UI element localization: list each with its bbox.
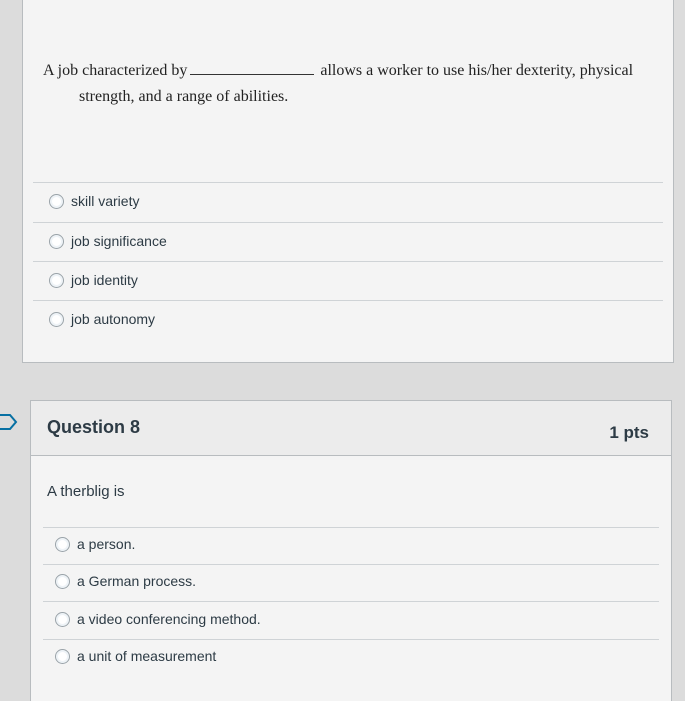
answer-divider	[43, 564, 659, 565]
answer-option-a-person[interactable]	[55, 536, 135, 552]
radio-button[interactable]	[49, 312, 64, 327]
question-8-card	[30, 400, 672, 701]
answer-divider	[33, 222, 663, 223]
fill-in-blank	[190, 60, 314, 75]
question-7-card	[22, 0, 674, 363]
radio-button[interactable]	[55, 612, 70, 627]
answer-divider	[33, 261, 663, 262]
answer-divider	[33, 300, 663, 301]
answer-label: a video conferencing method.	[77, 611, 261, 627]
answer-label: a person.	[77, 536, 136, 552]
answer-option-video-conferencing[interactable]	[55, 611, 261, 627]
answer-label: job identity	[71, 272, 138, 288]
bookmark-flag-icon[interactable]	[0, 414, 18, 430]
question-7-stem-part2: allows a worker to use his/her dexterity, physical	[320, 62, 634, 79]
answer-option-job-autonomy[interactable]	[49, 311, 155, 327]
radio-button[interactable]	[49, 234, 64, 249]
question-7-stem-line2: strength, and a range of abilities.	[79, 88, 289, 105]
radio-button[interactable]	[55, 574, 70, 589]
answer-label: job autonomy	[71, 311, 156, 327]
question-points: 1 pts	[609, 423, 649, 442]
question-7-stem-part1: A job characterized by	[43, 62, 188, 79]
answer-divider	[43, 639, 659, 640]
radio-button[interactable]	[55, 537, 70, 552]
question-8-stem: A therblig is	[47, 483, 125, 500]
answer-label: a German process.	[77, 573, 197, 589]
question-title: Question 8	[47, 417, 141, 437]
answer-option-german-process[interactable]	[55, 573, 196, 589]
radio-button[interactable]	[49, 273, 64, 288]
answer-option-unit-of-measurement[interactable]	[55, 648, 216, 664]
answer-option-job-significance[interactable]	[49, 233, 167, 249]
answer-label: job significance	[71, 233, 167, 249]
answer-option-skill-variety[interactable]	[49, 193, 139, 209]
answer-divider	[33, 182, 663, 183]
question-8-header	[31, 401, 671, 456]
answer-divider	[43, 601, 659, 602]
answer-label: a unit of measurement	[77, 648, 217, 664]
radio-button[interactable]	[49, 194, 64, 209]
question-7-stem	[43, 58, 663, 110]
radio-button[interactable]	[55, 649, 70, 664]
answer-option-job-identity[interactable]	[49, 272, 138, 288]
answer-divider	[43, 527, 659, 528]
answer-label: skill variety	[71, 193, 140, 209]
